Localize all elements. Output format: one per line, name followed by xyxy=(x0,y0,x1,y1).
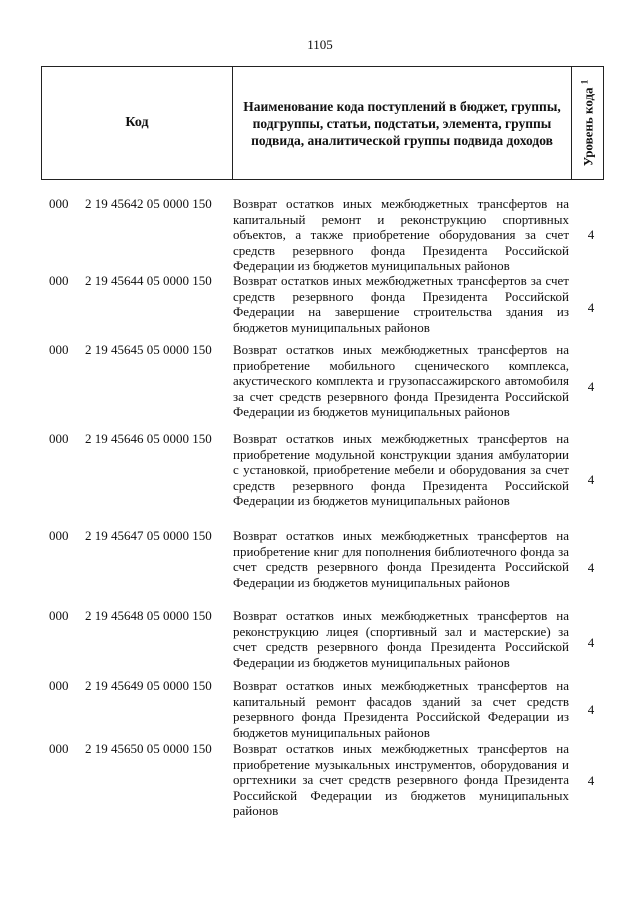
header-name: Наименование кода поступлений в бюджет, группы, подгруппы, статьи, подстатьи, элемента, группы подвида, аналитической группы подвида доходов xyxy=(233,67,572,179)
income-description: Возврат остатков иных межбюджетных трансфертов на приобретение модульной конструкции здания амбулатории с установкой, приобретение мебели и оборудования за счет средств резервного фонда Президента Российской Федерации из бюджетов муниципальных районов xyxy=(233,431,569,509)
table-body xyxy=(0,196,640,821)
header-code: Код xyxy=(42,67,233,179)
table-row xyxy=(0,528,640,608)
header-level-footnote: 1 xyxy=(578,79,589,85)
admin-code: 000 xyxy=(49,342,69,357)
code-level: 4 xyxy=(587,226,595,242)
income-code: 2 19 45648 05 0000 150 xyxy=(85,608,212,623)
header-level-text xyxy=(579,80,596,167)
admin-code: 000 xyxy=(49,273,69,288)
table-row xyxy=(0,678,640,741)
table-row xyxy=(0,431,640,528)
page-number: 1105 xyxy=(307,37,333,52)
table-row xyxy=(0,741,640,821)
income-description: Возврат остатков иных межбюджетных трансфертов на капитальный ремонт и реконструкцию спортивных объектов, а также приобретение оборудования за счет средств резервного фонда Президента Российской Федерации из бюджетов муниципальных районов xyxy=(233,196,569,274)
table-row xyxy=(0,342,640,431)
income-description: Возврат остатков иных межбюджетных трансфертов на реконструкцию лицея (спортивный зал и мастерские) за счет средств резервного фонда Президента Российской Федерации из бюджетов муниципальных районов xyxy=(233,608,569,670)
header-level xyxy=(572,67,603,179)
income-code: 2 19 45645 05 0000 150 xyxy=(85,342,212,357)
code-level: 4 xyxy=(587,560,595,576)
table-row xyxy=(0,608,640,678)
income-description: Возврат остатков иных межбюджетных трансфертов на приобретение музыкальных инструментов, оборудования и оргтехники за счет средств резервного фонда Президента Российской Федерации из бюджетов муниципальных районов xyxy=(233,741,569,819)
income-description: Возврат остатков иных межбюджетных трансфертов за счет средств резервного фонда Президента Российской Федерации на завершение строительства здания из бюджетов муниципальных районов xyxy=(233,273,569,335)
income-description: Возврат остатков иных межбюджетных трансфертов на приобретение мобильного сценического комплекса, акустического комплекта и грузопассажирского автомобиля за счет средств резервного фонда Президента Российской Федерации из бюджетов муниципальных районов xyxy=(233,342,569,420)
code-level: 4 xyxy=(587,299,595,315)
income-code: 2 19 45650 05 0000 150 xyxy=(85,741,212,756)
code-level: 4 xyxy=(587,773,595,789)
code-level: 4 xyxy=(587,471,595,487)
income-code: 2 19 45644 05 0000 150 xyxy=(85,273,212,288)
code-level: 4 xyxy=(587,378,595,394)
income-code: 2 19 45649 05 0000 150 xyxy=(85,678,212,693)
income-code: 2 19 45642 05 0000 150 xyxy=(85,196,212,211)
admin-code: 000 xyxy=(49,608,69,623)
code-level: 4 xyxy=(587,635,595,651)
header-level-label: Уровень кода xyxy=(580,87,596,167)
admin-code: 000 xyxy=(49,196,69,211)
admin-code: 000 xyxy=(49,678,69,693)
admin-code: 000 xyxy=(49,741,69,756)
income-code: 2 19 45647 05 0000 150 xyxy=(85,528,212,543)
code-level: 4 xyxy=(587,701,595,717)
table-header xyxy=(41,66,604,180)
table-row xyxy=(0,196,640,273)
income-code: 2 19 45646 05 0000 150 xyxy=(85,431,212,446)
table-row xyxy=(0,273,640,342)
admin-code: 000 xyxy=(49,528,69,543)
income-description: Возврат остатков иных межбюджетных трансфертов на капитальный ремонт фасадов зданий за счет средств резервного фонда Президента Российской Федерации из бюджетов муниципальных районов xyxy=(233,678,569,740)
admin-code: 000 xyxy=(49,431,69,446)
income-description: Возврат остатков иных межбюджетных трансфертов на приобретение книг для пополнения библиотечного фонда за счет средств резервного фонда Президента Российской Федерации из бюджетов муниципальных районов xyxy=(233,528,569,590)
